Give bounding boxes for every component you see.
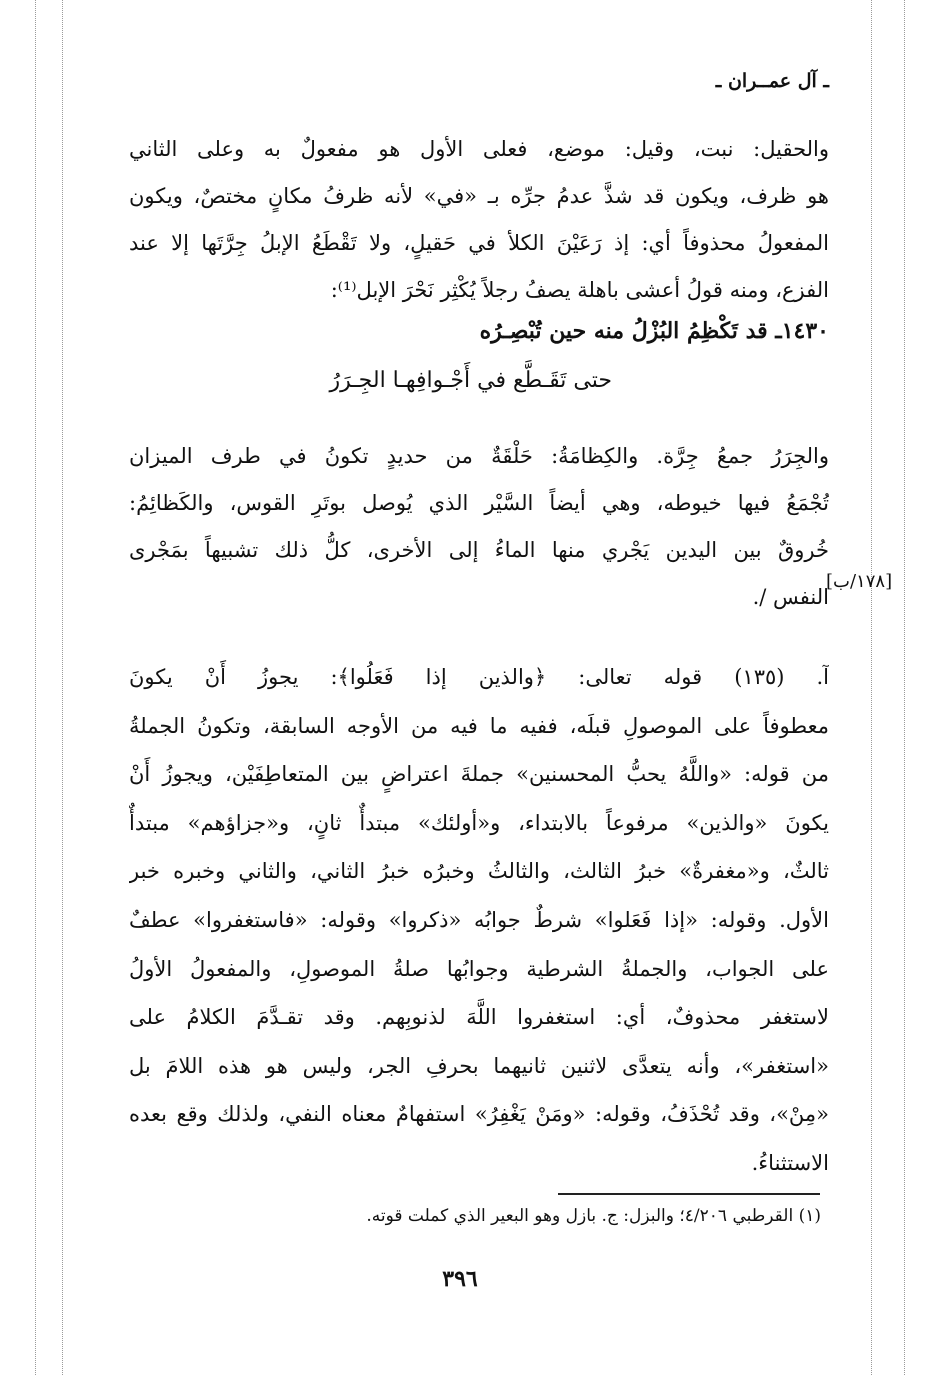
paragraph-verse-135 <box>129 653 829 1188</box>
text-line: النفس /. <box>752 585 829 609</box>
text-line: لاستغفر محذوفٌ، أي: استغفروا اللَّهَ لذنوبِهم. وقد تقـدَّمَ الكلامُ على <box>129 1005 829 1030</box>
text-line: الفزع، ومنه قولُ أعشى باهلة يصفُ رجلاً يُكْثِر نَحْرَ الإبل⁽¹⁾: <box>330 278 829 302</box>
text-line: ثالثٌ، و«مغفرةٌ» خبرُ الثالث، والثالثُ وخبرُه خبرُ الثاني، والثاني وخبره خبر <box>129 859 829 884</box>
text-line: الاستثناءُ. <box>751 1150 829 1175</box>
scan-dotted-line <box>62 0 63 1375</box>
text-line: المفعولُ محذوفاً أي: إذ رَعَيْنَ الكلأ في حَقيلٍ، ولا تَقْطَعُ الإبلُ جِرَّتَها إلا عند <box>129 231 829 255</box>
running-header: ـ آل عمــران ـ <box>715 70 829 92</box>
scan-dotted-line <box>35 0 36 1375</box>
text-line: «مِنْ»، وقد تُحْذَفُ، وقوله: «ومَنْ يَغْفِرُ» استفهامٌ معناه النفي، ولذلك وقع بعده <box>129 1102 829 1127</box>
text-line: والحقيل: نبت، وقيل: موضع، فعلى الأول هو مفعولٌ به وعلى الثاني <box>129 137 829 161</box>
text-line: «استغفر»، وأنه يتعدَّى لاثنين ثانيهما بحرفِ الجر، وليس هو هذه اللامَ بل <box>129 1053 829 1078</box>
scan-dotted-line <box>904 0 905 1375</box>
text-line: من قوله: «واللَّهُ يحبُّ المحسنين» جملةَ اعتراضٍ بين المتعاطِفَيْن، ويجوزُ أَنْ <box>129 762 829 787</box>
footnote: (١) القرطبي ٤/٢٠٦؛ والبزل: ج. بازل وهو البعير الذي كملت قوته. <box>366 1206 821 1226</box>
footnote-divider <box>558 1193 820 1195</box>
text-line: آ. (١٣٥) قوله تعالى: ﴿والذين إذا فَعَلُوا﴾: يجوزُ أَنْ يكونَ <box>129 665 829 689</box>
text-line: يكونَ «والذين» مرفوعاً بالابتداء، و«أولئك» مبتدأٌ ثانٍ، و«جزاؤهم» مبتدأٌ <box>129 810 829 835</box>
text-line: الأول. وقوله: «إذا فَعَلوا» شرطٌ جوابُه «ذكروا» وقوله: «فاستغفروا» عطفٌ <box>129 907 829 932</box>
verse-line-2: حتى تَقَـطَّع في أَجْـوافِهـا الجِـرَرُ <box>329 368 612 393</box>
text-line: على الجواب، والجملةُ الشرطية وجوابُها صلةُ الموصولِ، والمفعولُ الأولُ <box>129 956 829 981</box>
scan-dotted-line <box>871 0 872 1375</box>
text-line: تُجْمَعُ فيها خيوطه، وهي أيضاً السَّيْر الذي يُوصل بوتَرِ القوس، والكَظائِمُ: <box>129 491 829 515</box>
page-number: ٣٩٦ <box>442 1266 478 1292</box>
manuscript-folio-note: [١٧٨/ب] <box>826 571 893 592</box>
text-line: خُروقٌ بين اليدين يَجْري منها الماءُ إلى الأخرى، كلُّ ذلك تشبيهاً بمَجْرى <box>129 538 829 562</box>
text-line: هو ظرف، ويكون قد شذَّ عدمُ جرِّه بـ «في» لأنه ظرفُ مكانٍ مختصٌ، ويكون <box>129 184 829 208</box>
paragraph-commentary-1 <box>129 126 829 314</box>
text-line: معطوفاً على الموصولِ قبلَه، ففيه ما فيه من الأوجه السابقة، وتكونُ الجملةُ <box>129 713 829 738</box>
paragraph-commentary-2 <box>129 433 829 621</box>
verse-line-1: ١٤٣٠ـ قد تَكْظِمُ البُزْلُ منه حين تُبْصِـرُه <box>479 318 829 344</box>
text-line: والجِرَرُ جمعُ جِرَّة. والكِظامَةُ: حَلْقَةٌ من حديدٍ تكونُ في طرف الميزان <box>129 444 829 468</box>
